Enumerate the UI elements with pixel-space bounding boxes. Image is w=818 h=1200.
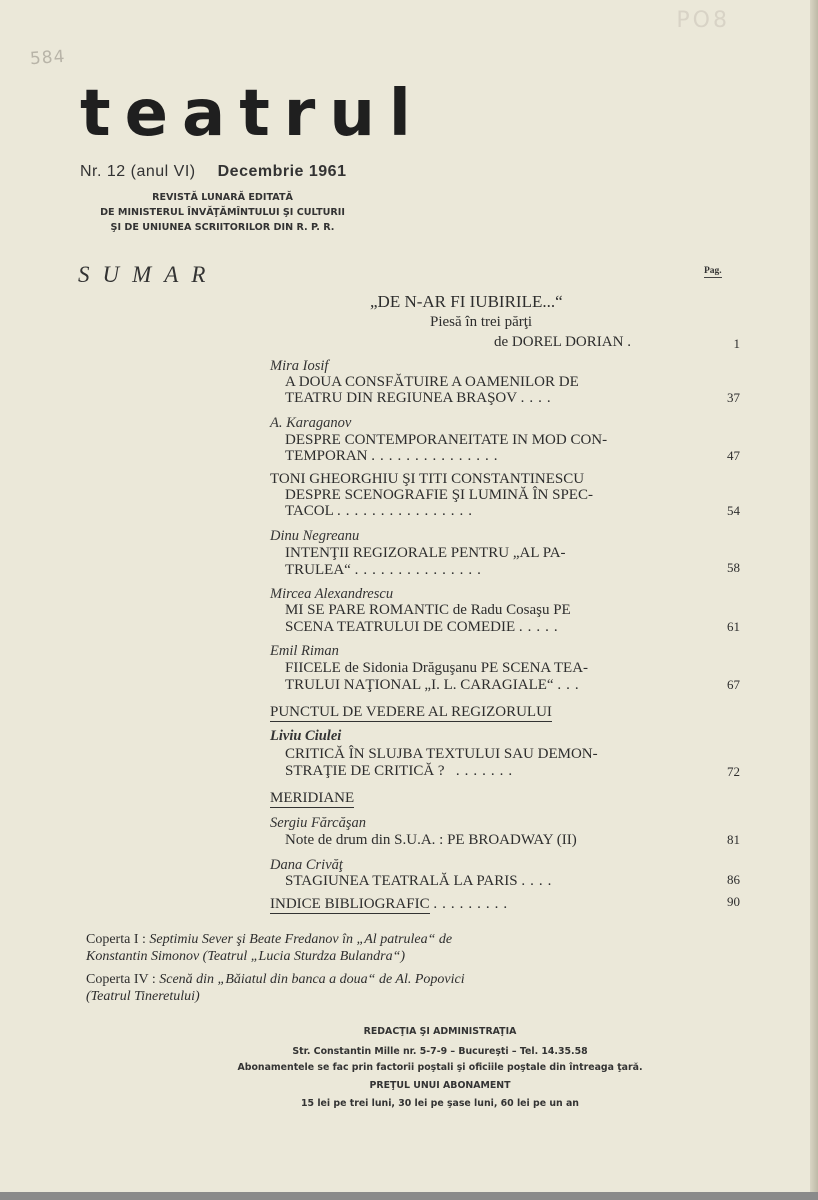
section-heading-regizor: PUNCTUL DE VEDERE AL REGIZORULUI [270,704,552,720]
toc-entry-line: INDICE BIBLIOGRAFIC ......... [270,896,513,912]
toc-page-number: 58 [727,560,740,575]
faded-stamp: PO8 [676,8,730,33]
contents-heading: SUMAR [78,262,219,287]
toc-author: Mira Iosif [270,358,329,374]
footer-line: 15 lei pe trei luni, 30 lei pe şase luni, 60 lei pe un an [301,1098,579,1109]
toc-page-number: 1 [733,336,740,351]
footer-line: Str. Constantin Mille nr. 5-7-9 – Bucureşti – Tel. 14.35.58 [292,1046,588,1057]
toc-author: Sergiu Fărcăşan [270,815,366,831]
page-column-label: Pag. [704,266,722,276]
paper-edge-bottom [0,1192,818,1200]
toc-author: Liviu Ciulei [270,728,342,744]
section-heading-meridiane: MERIDIANE [270,790,355,806]
toc-author: Emil Riman [270,643,339,659]
toc-entry-line: A DOUA CONSFĂTUIRE A OAMENILOR DE [285,374,579,390]
toc-author: A. Karaganov [270,415,352,431]
publisher-line: REVISTĂ LUNARĂ EDITATĂ [152,192,293,203]
publisher-line: DE MINISTERUL ÎNVĂŢĂMÎNTULUI ŞI CULTURII [100,207,345,218]
masthead-title: teatrul [80,77,425,151]
toc-entry-line: DESPRE CONTEMPORANEITATE IN MOD CON- [285,432,608,448]
cover-caption-back: Coperta IV : Scenă din „Băiatul din banca a doua“ de Al. Popovici [86,972,465,987]
toc-page-number: 81 [727,832,740,847]
cover-caption-front-cont: Konstantin Simonov (Teatrul „Lucia Sturdza Bulandra“) [86,949,406,964]
toc-entry-line: Note de drum din S.U.A. : PE BROADWAY (II) [285,832,577,848]
issue-info [80,163,346,181]
toc-page-number: 47 [727,448,740,463]
toc-title-play: „DE N-AR FI IUBIRILE...“ [370,292,563,311]
toc-entry-line: TRULEA“ ............... [285,562,486,578]
toc-entry-line: TRULUI NAŢIONAL „I. L. CARAGIALE“ ... [285,677,584,693]
toc-subtitle: Piesă în trei părţi [430,314,533,330]
paper-edge-right [810,0,818,1200]
toc-entry-line: FIICELE de Sidonia Drăguşanu PE SCENA TEA- [285,660,589,676]
toc-byline: de DOREL DORIAN . [494,334,636,350]
publisher-block [80,190,365,235]
toc-author: Dinu Negreanu [270,528,360,544]
cover-caption-back-cont: (Teatrul Tineretului) [86,989,200,1004]
issue-number: Nr. 12 (anul VI) [80,163,196,180]
toc-entry-line: STAGIUNEA TEATRALĂ LA PARIS .... [285,873,557,889]
toc-entry-line: TEMPORAN ............... [285,448,503,464]
toc-author: Mircea Alexandrescu [270,586,394,602]
toc-entry-line: SCENA TEATRULUI DE COMEDIE ..... [285,619,563,635]
toc-page-number: 37 [727,390,740,405]
toc-entry-line: DESPRE SCENOGRAFIE ŞI LUMINĂ ÎN SPEC- [285,487,593,503]
pencil-annotation: 584 [29,46,67,70]
toc-entry-line: TACOL ................ [285,503,477,519]
publisher-line: ŞI DE UNIUNEA SCRIITORILOR DIN R. P. R. [110,222,335,233]
toc-author: Dana Crivăţ [270,857,343,873]
cover-caption-front: Coperta I : Septimiu Sever şi Beate Fredanov în „Al patrulea“ de [86,932,453,947]
toc-page-number: 54 [727,503,740,518]
toc-page-number: 86 [727,872,740,887]
toc-entry-line: CRITICĂ ÎN SLUJBA TEXTULUI SAU DEMON- [285,746,598,762]
footer-line: Abonamentele se fac prin factorii poştali şi oficiile poştale din întreaga ţară. [237,1062,643,1073]
footer-line: REDACŢIA ŞI ADMINISTRAŢIA [363,1026,517,1037]
toc-entry-line: TONI GHEORGHIU ŞI TITI CONSTANTINESCU [270,471,585,487]
toc-page-number: 67 [727,677,740,692]
toc-entry-line: STRAŢIE DE CRITICĂ ? ....... [285,763,518,779]
toc-page-number: 72 [727,764,740,779]
toc-entry-line: MI SE PARE ROMANTIC de Radu Cosaşu PE [285,602,571,618]
issue-date: Decembrie 1961 [217,163,347,180]
toc-entry-line: TEATRU DIN REGIUNEA BRAŞOV .... [285,390,556,406]
toc-page-number: 61 [727,619,740,634]
footer-line: PREŢUL UNUI ABONAMENT [369,1080,511,1091]
toc-page-number: 90 [727,894,740,909]
toc-entry-line: INTENŢII REGIZORALE PENTRU „AL PA- [285,545,566,561]
